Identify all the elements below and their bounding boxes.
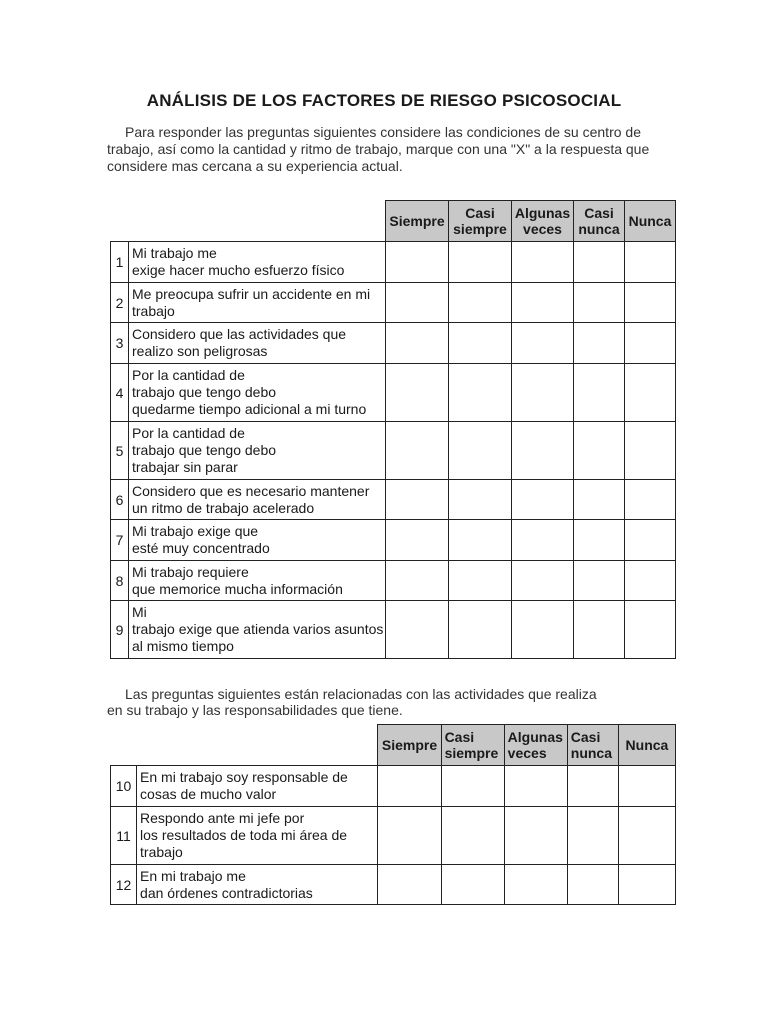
answer-cell-siempre[interactable] — [386, 323, 449, 364]
answer-cell-casi-nunca[interactable] — [574, 520, 625, 561]
question-text — [129, 480, 386, 520]
question-text-line: al mismo tiempo — [132, 638, 234, 654]
question-text-line: un ritmo de trabajo acelerado — [132, 499, 315, 516]
question-number: 7 — [111, 520, 129, 561]
question-row — [111, 865, 676, 905]
answer-cell-nunca[interactable] — [625, 601, 676, 659]
question-row — [111, 364, 676, 422]
answer-cell-casi-siempre[interactable] — [449, 323, 512, 364]
answer-cell-algunas-veces[interactable] — [512, 601, 574, 659]
answer-cell-algunas-veces[interactable] — [512, 422, 574, 480]
answer-cell-casi-siempre[interactable] — [449, 561, 512, 601]
header-label: Algunas — [514, 205, 571, 221]
header-blank — [111, 201, 386, 242]
question-text-line: Respondo ante mi jefe por — [140, 810, 305, 826]
answer-cell-nunca[interactable] — [625, 561, 676, 601]
answer-cell-siempre[interactable] — [386, 422, 449, 480]
question-text — [129, 242, 386, 283]
answer-cell-casi-nunca[interactable] — [574, 480, 625, 520]
answer-cell-nunca[interactable] — [625, 283, 676, 323]
answer-cell-siempre[interactable] — [386, 480, 449, 520]
question-row — [111, 766, 676, 807]
question-number: 5 — [111, 422, 129, 480]
question-text-line: Considero que es necesario mantener — [132, 482, 370, 499]
question-text-line: trabajo exige que atienda varios asuntos — [132, 621, 384, 637]
question-number: 10 — [111, 766, 137, 807]
question-text — [137, 766, 378, 807]
answer-cell-algunas-veces[interactable] — [512, 480, 574, 520]
answer-cell-algunas-veces[interactable] — [512, 520, 574, 561]
intro-line: Para responder las preguntas siguientes considere las condiciones de su centro de — [125, 124, 641, 140]
answer-cell-algunas-veces[interactable] — [512, 283, 574, 323]
page-title: ANÁLISIS DE LOS FACTORES DE RIESGO PSICOSOCIAL — [146, 91, 622, 110]
answer-cell-siempre[interactable] — [386, 520, 449, 561]
answer-cell-casi-siempre[interactable] — [441, 865, 504, 905]
answer-cell-nunca[interactable] — [618, 865, 675, 905]
question-number: 8 — [111, 561, 129, 601]
question-row — [111, 422, 676, 480]
intro-line: considere mas cercana a su experiencia actual. — [107, 158, 403, 174]
question-text-line: En mi trabajo soy responsable de — [140, 769, 348, 785]
answer-cell-algunas-veces[interactable] — [504, 865, 567, 905]
intro-paragraph — [107, 124, 662, 175]
header-casi-nunca — [567, 725, 618, 766]
answer-cell-siempre[interactable] — [386, 364, 449, 422]
header-label: Nunca — [628, 213, 672, 229]
answer-cell-casi-siempre[interactable] — [449, 283, 512, 323]
header-blank — [111, 725, 378, 766]
answer-cell-siempre[interactable] — [378, 766, 441, 807]
header-casi-siempre — [441, 725, 504, 766]
answer-cell-nunca[interactable] — [625, 364, 676, 422]
question-text — [129, 520, 386, 561]
question-text — [129, 561, 386, 601]
question-text — [129, 323, 386, 364]
answer-cell-casi-nunca[interactable] — [574, 323, 625, 364]
question-number: 6 — [111, 480, 129, 520]
question-text — [137, 807, 378, 865]
question-text-line: que memorice mucha información — [132, 580, 343, 597]
header-label: veces — [507, 745, 547, 761]
answer-cell-casi-nunca[interactable] — [574, 422, 625, 480]
answer-cell-casi-nunca[interactable] — [574, 364, 625, 422]
question-text-line: Mi — [132, 604, 147, 620]
header-siempre — [386, 201, 449, 242]
table-header-row — [111, 201, 676, 242]
answer-cell-nunca[interactable] — [625, 520, 676, 561]
header-casi-nunca — [574, 201, 625, 242]
header-siempre — [378, 725, 441, 766]
header-casi-siempre — [449, 201, 512, 242]
question-text-line: trabajar sin parar — [132, 459, 238, 475]
answer-cell-siempre[interactable] — [386, 561, 449, 601]
question-text — [129, 601, 386, 659]
header-nunca — [618, 725, 675, 766]
answer-cell-algunas-veces[interactable] — [512, 323, 574, 364]
answer-cell-casi-siempre[interactable] — [449, 520, 512, 561]
intro2-line: Las preguntas siguientes están relacionadas con las actividades que realiza — [125, 686, 597, 702]
answer-cell-nunca[interactable] — [625, 323, 676, 364]
questionnaire-table-1 — [110, 200, 676, 659]
answer-cell-casi-nunca[interactable] — [567, 807, 618, 865]
answer-cell-siempre[interactable] — [378, 865, 441, 905]
question-text-line: quedarme tiempo adicional a mi turno — [132, 401, 367, 417]
question-text-line: Por la cantidad de — [132, 367, 245, 383]
answer-cell-siempre[interactable] — [386, 601, 449, 659]
question-number: 1 — [111, 242, 129, 283]
answer-cell-casi-siempre[interactable] — [449, 242, 512, 283]
question-number: 2 — [111, 283, 129, 323]
question-text — [137, 865, 378, 905]
answer-cell-casi-nunca[interactable] — [574, 561, 625, 601]
answer-cell-casi-nunca[interactable] — [567, 766, 618, 807]
header-label: Casi — [444, 729, 475, 745]
question-text — [129, 364, 386, 422]
question-row — [111, 601, 676, 659]
questionnaire-table-2 — [110, 724, 676, 905]
question-text-line: dan órdenes contradictorias — [140, 884, 313, 901]
question-text-line: esté muy concentrado — [132, 540, 270, 556]
answer-cell-siempre[interactable] — [386, 242, 449, 283]
answer-cell-algunas-veces[interactable] — [504, 766, 567, 807]
question-text-line: Mi trabajo requiere — [132, 563, 249, 580]
table-header-row — [111, 725, 676, 766]
header-label: nunca — [578, 221, 620, 237]
question-number: 3 — [111, 323, 129, 364]
question-text-line: Me preocupa sufrir un accidente en mi — [132, 285, 371, 302]
question-text — [129, 283, 386, 323]
header-label: Casi — [570, 729, 601, 745]
question-text-line: cosas de mucho valor — [140, 786, 277, 802]
header-algunas-veces — [512, 201, 574, 242]
header-label: Siempre — [389, 213, 445, 229]
header-label: Siempre — [381, 737, 438, 753]
answer-cell-algunas-veces[interactable] — [512, 364, 574, 422]
answer-cell-nunca[interactable] — [618, 807, 675, 865]
answer-cell-casi-siempre[interactable] — [449, 480, 512, 520]
answer-cell-siempre[interactable] — [386, 283, 449, 323]
answer-cell-algunas-veces[interactable] — [512, 561, 574, 601]
header-label: Algunas — [507, 729, 563, 745]
answer-cell-nunca[interactable] — [625, 422, 676, 480]
question-text-line: trabajo que tengo debo — [132, 384, 277, 400]
header-label: Casi — [465, 205, 495, 221]
question-text-line: trabajo — [132, 302, 175, 319]
answer-cell-casi-nunca[interactable] — [574, 283, 625, 323]
question-number: 4 — [111, 364, 129, 422]
question-text-line: realizo son peligrosas — [132, 343, 268, 359]
answer-cell-nunca[interactable] — [625, 242, 676, 283]
question-text-line: En mi trabajo me — [140, 867, 246, 884]
question-row — [111, 480, 676, 520]
header-label: siempre — [444, 745, 499, 761]
question-number: 11 — [111, 807, 137, 865]
answer-cell-casi-siempre[interactable] — [449, 364, 512, 422]
question-text-line: trabajo — [140, 844, 183, 860]
question-number: 12 — [111, 865, 137, 905]
question-text-line: Mi trabajo exige que — [132, 523, 259, 539]
answer-cell-casi-nunca[interactable] — [574, 242, 625, 283]
question-text-line: Mi trabajo me — [132, 245, 217, 261]
answer-cell-nunca[interactable] — [625, 480, 676, 520]
intro-line: trabajo, así como la cantidad y ritmo de trabajo, marque con una "X" a la respuesta que — [107, 141, 650, 157]
answer-cell-casi-nunca[interactable] — [574, 601, 625, 659]
question-text-line: Por la cantidad de — [132, 425, 245, 441]
question-row — [111, 520, 676, 561]
question-row — [111, 561, 676, 601]
answer-cell-siempre[interactable] — [378, 807, 441, 865]
answer-cell-algunas-veces[interactable] — [512, 242, 574, 283]
question-text-line: trabajo que tengo debo — [132, 442, 277, 458]
question-number: 9 — [111, 601, 129, 659]
question-text — [129, 422, 386, 480]
question-row — [111, 242, 676, 283]
question-row — [111, 283, 676, 323]
answer-cell-casi-siempre[interactable] — [441, 807, 504, 865]
question-row — [111, 807, 676, 865]
header-label: nunca — [570, 745, 613, 761]
answer-cell-casi-nunca[interactable] — [567, 865, 618, 905]
header-label: siempre — [453, 221, 507, 237]
question-text-line: exige hacer mucho esfuerzo físico — [132, 262, 345, 278]
answer-cell-casi-siempre[interactable] — [441, 766, 504, 807]
answer-cell-algunas-veces[interactable] — [504, 807, 567, 865]
question-text-line: Considero que las actividades que — [132, 326, 347, 342]
question-text-line: los resultados de toda mi área de — [140, 827, 348, 843]
intro2-line: en su trabajo y las responsabilidades que tiene. — [107, 702, 403, 718]
answer-cell-casi-siempre[interactable] — [449, 601, 512, 659]
answer-cell-casi-siempre[interactable] — [449, 422, 512, 480]
question-row — [111, 323, 676, 364]
header-nunca — [625, 201, 676, 242]
header-label: Nunca — [625, 737, 669, 753]
intro-paragraph-2 — [107, 686, 667, 718]
header-label: veces — [523, 221, 562, 237]
answer-cell-nunca[interactable] — [618, 766, 675, 807]
header-label: Casi — [584, 205, 614, 221]
header-algunas-veces — [504, 725, 567, 766]
